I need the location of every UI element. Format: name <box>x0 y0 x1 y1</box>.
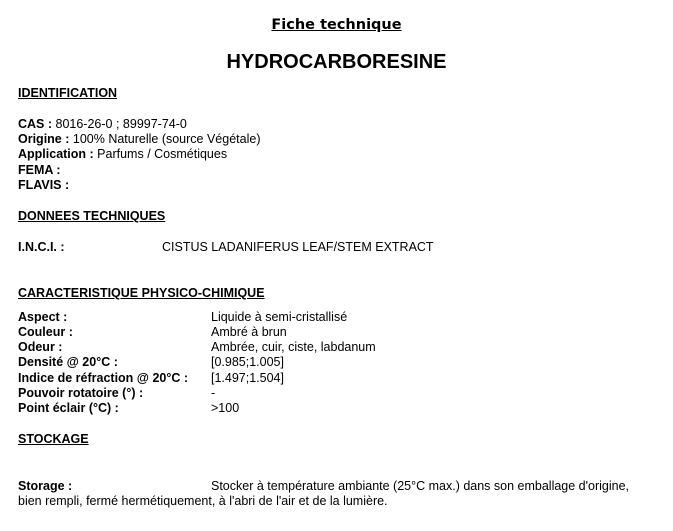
field-value-aspect: Liquide à semi-cristallisé <box>211 310 348 324</box>
section-heading-identification: IDENTIFICATION <box>18 86 118 100</box>
section-heading-physico-chimique: CARACTERISTIQUE PHYSICO-CHIMIQUE <box>18 286 265 300</box>
field-label: Origine : <box>18 132 70 146</box>
storage-text-line1: Stocker à température ambiante (25°C max.) dans son emballage d'origine, <box>211 479 630 493</box>
field-label-point-eclair: Point éclair (°C) : <box>18 401 119 415</box>
field-value-odeur: Ambrée, cuir, ciste, labdanum <box>211 340 376 354</box>
field-value-densite: [0.985;1.005] <box>211 355 284 369</box>
storage-text-line2: bien rempli, fermé hermétiquement, à l'abri de l'air et de la lumière. <box>18 494 388 508</box>
field-value: 8016-26-0 ; 89997-74-0 <box>52 117 187 131</box>
field-value-indice-refraction: [1.497;1.504] <box>211 371 284 385</box>
product-title: HYDROCARBORESINE <box>226 51 447 73</box>
field-label-pouvoir-rotatoire: Pouvoir rotatoire (°) : <box>18 386 144 400</box>
field-label-aspect: Aspect : <box>18 310 68 324</box>
field-cas <box>18 117 187 132</box>
field-label: CAS : <box>18 117 53 131</box>
section-heading-stockage: STOCKAGE <box>18 432 89 446</box>
field-label: Application : <box>18 147 94 161</box>
field-label-odeur: Odeur : <box>18 340 63 354</box>
field-label: FEMA : <box>18 163 61 177</box>
field-flavis <box>18 178 69 193</box>
field-origine <box>18 132 260 147</box>
field-label-densite: Densité @ 20°C : <box>18 355 118 369</box>
inci-label: I.N.C.I. : <box>18 240 65 254</box>
inci-value: CISTUS LADANIFERUS LEAF/STEM EXTRACT <box>162 240 434 254</box>
section-heading-donnees-techniques: DONNEES TECHNIQUES <box>18 209 166 223</box>
document-type-heading: Fiche technique <box>271 17 402 33</box>
field-label: FLAVIS : <box>18 178 70 192</box>
field-value-point-eclair: >100 <box>211 401 240 415</box>
field-value: 100% Naturelle (source Végétale) <box>69 132 261 146</box>
field-value-pouvoir-rotatoire: - <box>211 386 216 400</box>
field-application <box>18 147 227 162</box>
field-fema <box>18 163 61 178</box>
field-label-couleur: Couleur : <box>18 325 73 339</box>
storage-label: Storage : <box>18 479 73 493</box>
field-label-indice-refraction: Indice de réfraction @ 20°C : <box>18 371 189 385</box>
field-value-couleur: Ambré à brun <box>211 325 287 339</box>
field-value: Parfums / Cosmétiques <box>93 147 228 161</box>
